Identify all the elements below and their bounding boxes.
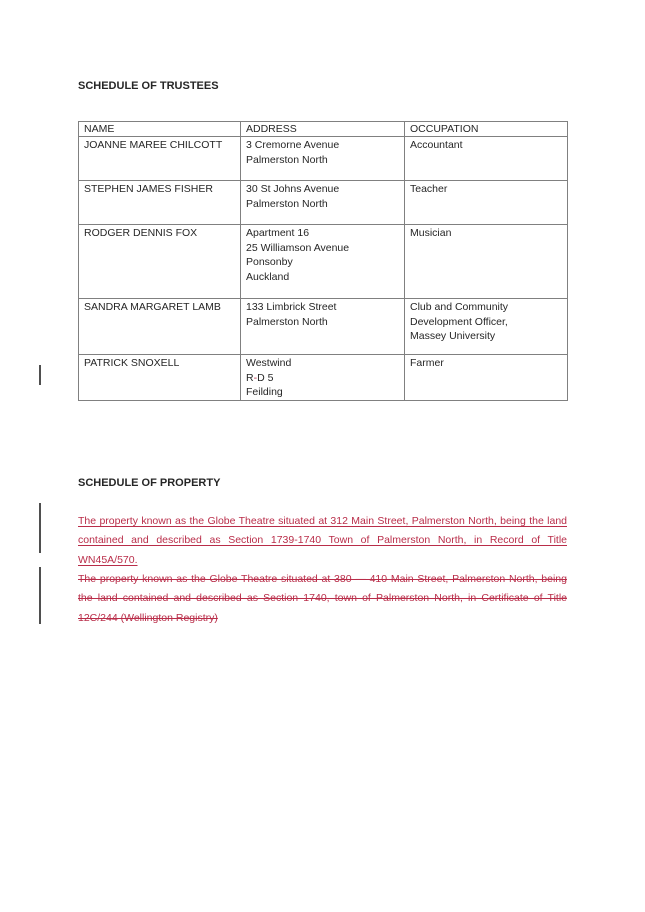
tracked-change-bar xyxy=(39,567,41,624)
trustee-name: RODGER DENNIS FOX xyxy=(84,227,198,239)
address-line: Ponsonby xyxy=(246,256,293,269)
trustee-address-cell xyxy=(241,299,405,355)
address-line: Palmerston North xyxy=(246,153,328,166)
occupation-line: Development Officer, xyxy=(410,315,508,328)
column-header-address: ADDRESS xyxy=(241,122,405,137)
address-line: 3 Cremorne Avenue xyxy=(246,139,340,151)
tracked-change-bar xyxy=(39,365,41,385)
inserted-property-paragraph: The property known as the Globe Theatre situated at 312 Main Street, Palmerston North, being the land contained and described as Section 1739-1740 Town of Palmerston North, in Record of Title WN45A/570. xyxy=(78,515,567,566)
occupation-line: Farmer xyxy=(410,357,444,369)
trustee-occupation-cell xyxy=(405,181,568,225)
address-line-part: R xyxy=(246,371,254,384)
trustee-name-cell xyxy=(79,181,241,225)
schedule-of-trustees-heading: SCHEDULE OF TRUSTEES xyxy=(78,80,219,92)
trustee-address-cell xyxy=(241,137,405,181)
trustee-name: SANDRA MARGARET LAMB xyxy=(84,301,221,313)
address-line: 25 Williamson Avenue xyxy=(246,241,350,254)
address-line-part: D 5 xyxy=(257,371,274,384)
trustee-name: PATRICK SNOXELL xyxy=(84,357,180,369)
trustee-name: STEPHEN JAMES FISHER xyxy=(84,183,213,195)
address-line: Palmerston North xyxy=(246,197,328,210)
deleted-property-paragraph: The property known as the Globe Theatre situated at 380 — 410 Main Street, Palmerston North, being the land contained and described as Section 1740, town of Palmerston North, in Certificate of Title 12C/244 (Wellington Registry) xyxy=(78,573,567,624)
tracked-change-bar xyxy=(39,503,41,553)
occupation-line: Accountant xyxy=(410,139,463,151)
address-line: Westwind xyxy=(246,357,292,369)
address-line-with-tracked-hyphen xyxy=(246,371,400,386)
table-row xyxy=(79,355,568,401)
trustee-name-cell xyxy=(79,137,241,181)
trustee-occupation-cell xyxy=(405,137,568,181)
address-line: Palmerston North xyxy=(246,315,328,328)
trustee-address-cell xyxy=(241,225,405,299)
trustee-address-cell xyxy=(241,181,405,225)
trustee-name-cell xyxy=(79,299,241,355)
table-row xyxy=(79,225,568,299)
address-line: 30 St Johns Avenue xyxy=(246,183,340,195)
trustee-occupation-cell xyxy=(405,225,568,299)
table-header-row xyxy=(79,122,568,137)
table-row xyxy=(79,137,568,181)
address-line: 133 Limbrick Street xyxy=(246,301,337,313)
schedule-of-property-heading: SCHEDULE OF PROPERTY xyxy=(78,477,221,489)
trustee-occupation-cell xyxy=(405,299,568,355)
trustee-name-cell xyxy=(79,225,241,299)
column-header-name: NAME xyxy=(79,122,241,137)
occupation-line: Teacher xyxy=(410,183,448,195)
address-line: Apartment 16 xyxy=(246,227,310,239)
occupation-line: Club and Community xyxy=(410,301,509,313)
occupation-line: Massey University xyxy=(410,330,496,343)
address-line: Feilding xyxy=(246,386,283,399)
trustees-table xyxy=(78,121,568,401)
column-header-occupation: OCCUPATION xyxy=(405,122,568,137)
trustee-name-cell xyxy=(79,355,241,401)
table-row xyxy=(79,299,568,355)
trustee-address-cell xyxy=(241,355,405,401)
inserted-hyphen: - xyxy=(253,371,258,384)
table-row xyxy=(79,181,568,225)
address-line: Auckland xyxy=(246,270,290,283)
occupation-line: Musician xyxy=(410,227,452,239)
trustee-name: JOANNE MAREE CHILCOTT xyxy=(84,139,223,151)
trustee-occupation-cell xyxy=(405,355,568,401)
